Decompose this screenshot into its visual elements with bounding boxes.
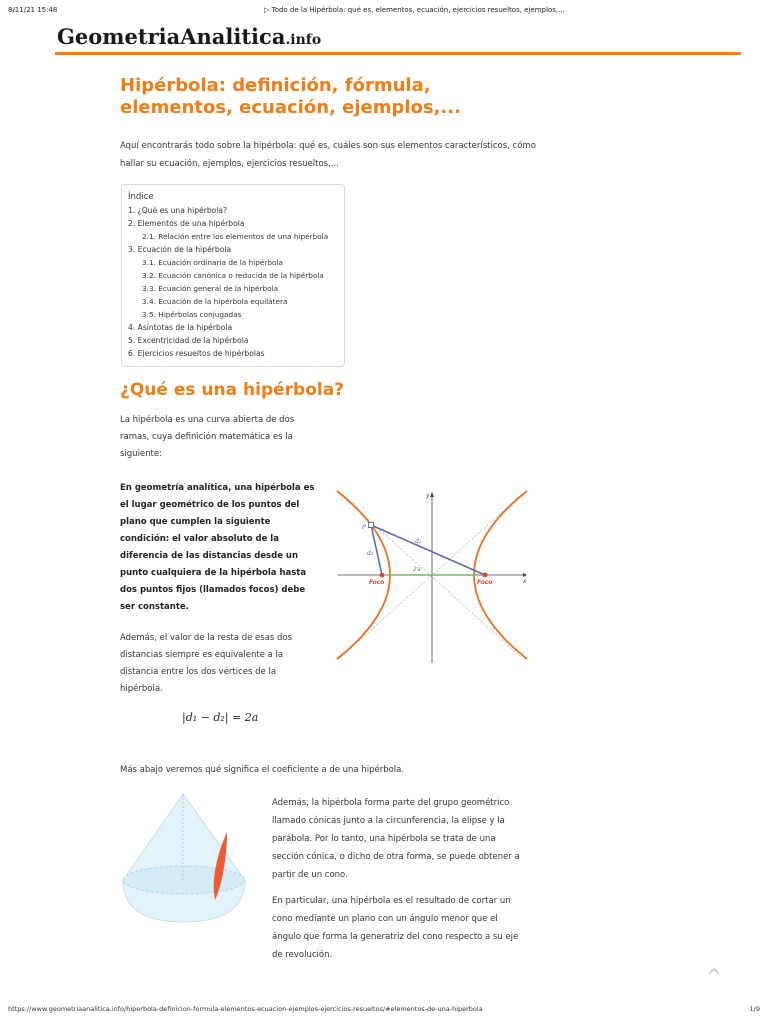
y-axis-label: y: [426, 492, 430, 499]
toc-item-ecuacion-canonica[interactable]: 3.2. Ecuación canónica o reducida de la hipérbola: [142, 271, 324, 280]
toc-item-elementos[interactable]: 2. Elementos de una hipérbola: [128, 219, 245, 228]
print-page-number: 1/9: [749, 1005, 760, 1013]
cone-cut-paragraph: En particular, una hipérbola es el resultado de cortar un cono mediante un plano con un ángulo menor que el ángulo que forma la generatriz del cono respecto a su eje de revolución.: [272, 896, 519, 960]
toc-item-hiperbolas-conjugadas[interactable]: 3.5. Hipérbolas conjugadas: [142, 310, 242, 319]
toc-item-ecuacion-ordinaria[interactable]: 3.1. Ecuación ordinaria de la hipérbola: [142, 258, 283, 267]
left-focus-marker: [380, 573, 385, 578]
logo-part-geometria: Geometria: [57, 24, 181, 49]
point-p-label: P: [362, 523, 366, 531]
cone-base: [123, 866, 245, 894]
point-p-marker: [369, 523, 374, 528]
toc-item-hiperbola-equilatera[interactable]: 3.4. Ecuación de la hipérbola equilátera: [142, 297, 288, 306]
definition-formula: |d₁ − d₂| = 2a: [182, 711, 259, 724]
toc-title: Índice: [128, 192, 154, 202]
cone-body: [123, 794, 245, 922]
two-a-label: 2a: [413, 566, 421, 573]
logo-domain: .info: [285, 32, 322, 48]
definition-bold-paragraph: En geometría analítica, una hipérbola es el lugar geométrico de los puntos del plano que cumplen la siguiente condición: el valor absoluto de la diferencia de las distancias desde un punto cualquiera de la hipérbola hasta dos puntos fijos (llamados focos) debe ser constante.: [120, 483, 315, 612]
coefficient-paragraph: Más abajo veremos qué significa el coeficiente a de una hipérbola.: [120, 765, 405, 775]
x-axis-label: x: [523, 578, 527, 585]
toc-item-excentricidad[interactable]: 5. Excentricidad de la hipérbola: [128, 336, 249, 345]
x-axis-arrow: [523, 573, 527, 577]
d1-label: d₁: [415, 538, 422, 545]
print-footer-url: https://www.geometriaanalitica.info/hiperbola-definicion-formula-elementos-ecuacion-ejemplos-ejercicios-resueltos/#elementos-de-una-hiperbola: [8, 1005, 483, 1013]
intro-paragraph: Aquí encontrarás todo sobre la hipérbola: qué es, cuáles son sus elementos característicos, cómo hallar su ecuación, ejemplos, ejercicios resueltos,...: [120, 141, 536, 169]
d2-label: d₂: [367, 550, 374, 557]
toc-item-que-es[interactable]: 1. ¿Qué es una hipérbola?: [128, 206, 228, 215]
toc-item-ejercicios[interactable]: 6. Ejercicios resueltos de hipérbolas: [128, 349, 265, 358]
vertex-distance-paragraph: Además, el valor de la resta de esas dos distancias siempre es equivalente a la distancia entre los dos vértices de la hipérbola.: [120, 633, 293, 694]
conic-paragraph: Además, la hipérbola forma parte del grupo geométrico llamado cónicas junto a la circunferencia, la elipse y la parábola. Por lo tanto, una hipérbola se trata de una sección cónica, o dicho de otra forma, se puede obtener a partir de un cono.: [272, 798, 520, 880]
print-document-title: ▷ Todo de la Hipérbola: qué es, elementos, ecuación, ejercicios resueltos, ejemplos,...: [264, 6, 565, 14]
definition-intro-paragraph: La hipérbola es una curva abierta de dos ramas, cuya definición matemática es la siguiente:: [120, 415, 295, 459]
toc-item-ecuacion[interactable]: 3. Ecuación de la hipérbola: [128, 245, 232, 254]
hyperbola-diagram: [333, 485, 529, 667]
header-divider: [55, 52, 741, 55]
toc-item-ecuacion-general[interactable]: 3.3. Ecuación general de la hipérbola: [142, 284, 279, 293]
scroll-to-top-icon[interactable]: [706, 966, 722, 976]
logo-part-analitica: Analitica: [180, 24, 286, 49]
left-focus-label: Foco: [369, 579, 385, 586]
toc-item-relacion-elementos[interactable]: 2.1. Relación entre los elementos de una hipérbola: [142, 232, 329, 241]
distance-d1: [371, 525, 485, 575]
print-datetime: 8/11/21 15:48: [8, 6, 58, 14]
section-title: ¿Qué es una hipérbola?: [120, 380, 345, 400]
table-of-contents: [121, 184, 345, 367]
right-focus-label: Foco: [477, 579, 493, 586]
site-logo[interactable]: [57, 24, 321, 49]
cone-section-diagram: [117, 788, 263, 966]
right-focus-marker: [483, 573, 488, 578]
toc-item-asintotas[interactable]: 4. Asíntotas de la hipérbola: [128, 323, 233, 332]
page-title: Hipérbola: definición, fórmula, elementos, ecuación, ejemplos,...: [120, 75, 461, 118]
y-axis-arrow: [430, 492, 434, 497]
